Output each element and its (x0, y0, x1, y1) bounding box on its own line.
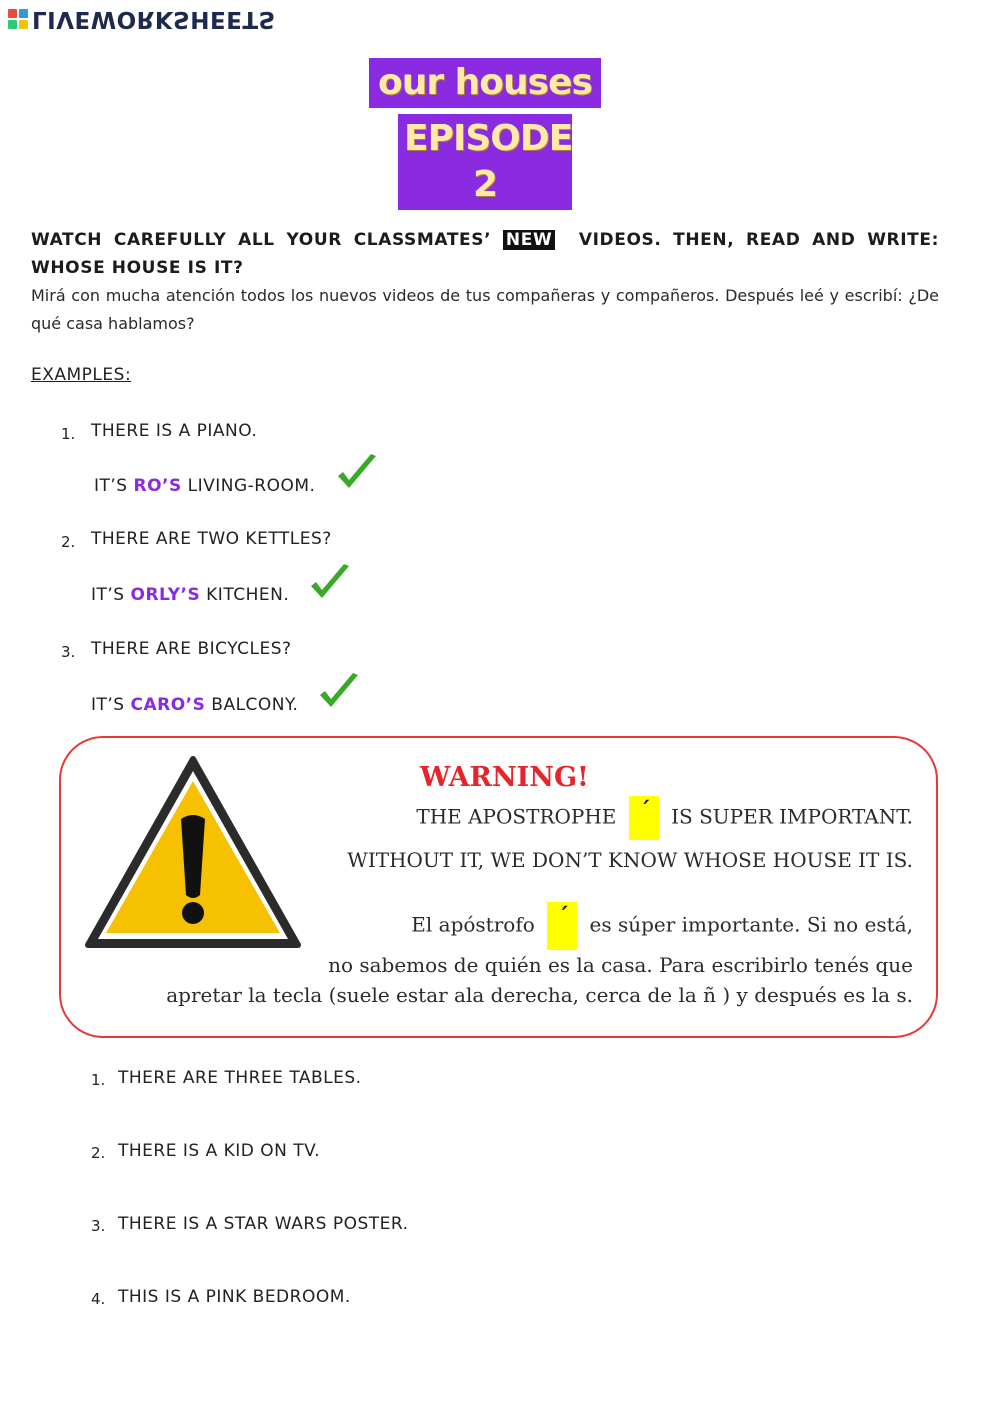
answer-prefix: IT’S (91, 585, 125, 605)
apostrophe-glyph: ´ (558, 904, 570, 930)
question-3-text: THERE IS A STAR WARS POSTER. (118, 1214, 409, 1234)
instructions-part1: WATCH CAREFULLY ALL YOUR CLASSMATES’ (31, 230, 492, 250)
answer-name: RO’S (133, 476, 182, 496)
answer-room: KITCHEN. (206, 585, 290, 605)
warning-es1a: El apóstrofo (411, 912, 535, 937)
question-4-number: 4. (91, 1290, 106, 1308)
new-badge: NEW (503, 230, 555, 250)
examples-label: EXAMPLES: (31, 365, 132, 385)
warning-en1b: IS SUPER IMPORTANT. (671, 804, 913, 829)
instructions-part2: VIDEOS. THEN, READ AND WRITE: WHOSE HOUSE IS IT? (31, 230, 939, 278)
checkmark-icon (317, 669, 361, 713)
warning-title: WARNING! (420, 762, 589, 793)
answer-prefix: IT’S (91, 695, 125, 715)
example-3-answer (91, 695, 298, 715)
title-line-2: EPISODE 2 (398, 114, 572, 210)
warning-english-line1 (416, 796, 913, 840)
liveworksheets-logo (8, 6, 276, 32)
instructions-english (31, 226, 939, 282)
example-2-text: THERE ARE TWO KETTLES? (91, 529, 332, 549)
instructions-spanish: Mirá con mucha atención todos los nuevos videos de tus compañeras y compañeros. Después leé y escribí: ¿De qué casa hablamos? (31, 286, 939, 333)
warning-spanish-line2: no sabemos de quién es la casa. Para escribirlo tenés que (328, 953, 913, 977)
warning-spanish-line3: apretar la tecla (suele estar ala derecha, cerca de la ñ ) y después es la s. (166, 983, 913, 1007)
answer-prefix: IT’S (94, 476, 128, 496)
apostrophe-highlight (629, 796, 659, 840)
question-2-text: THERE IS A KID ON TV. (118, 1141, 320, 1161)
warning-es1b: es súper importante. Si no está, (589, 912, 913, 937)
logo-text: LIVEWORKSHEETS (32, 6, 276, 32)
example-3-number: 3. (61, 643, 76, 661)
title-line-1: our houses (369, 58, 601, 108)
question-3-number: 3. (91, 1217, 106, 1235)
checkmark-icon (308, 560, 352, 604)
question-1-number: 1. (91, 1071, 106, 1089)
logo-blocks-icon (8, 9, 28, 29)
example-1-number: 1. (61, 425, 76, 443)
question-2-number: 2. (91, 1144, 106, 1162)
example-2-number: 2. (61, 533, 76, 551)
apostrophe-highlight (547, 902, 577, 950)
warning-spanish-line1 (411, 902, 913, 950)
question-4-text: THIS IS A PINK BEDROOM. (118, 1287, 351, 1307)
question-1-text: THERE ARE THREE TABLES. (118, 1068, 362, 1088)
example-3-text: THERE ARE BICYCLES? (91, 639, 292, 659)
apostrophe-glyph: ´ (639, 798, 651, 824)
answer-name: ORLY’S (130, 585, 201, 605)
warning-english-line2: WITHOUT IT, WE DON’T KNOW WHOSE HOUSE IT IS. (347, 848, 913, 872)
example-2-answer (91, 585, 289, 605)
answer-room: BALCONY. (211, 695, 299, 715)
warning-triangle-icon (84, 755, 302, 951)
answer-name: CARO’S (130, 695, 206, 715)
example-1-text: THERE IS A PIANO. (91, 421, 258, 441)
answer-room: LIVING-ROOM. (187, 476, 316, 496)
warning-en1a: THE APOSTROPHE (416, 804, 617, 829)
example-1-answer (94, 476, 315, 496)
checkmark-icon (335, 450, 379, 494)
